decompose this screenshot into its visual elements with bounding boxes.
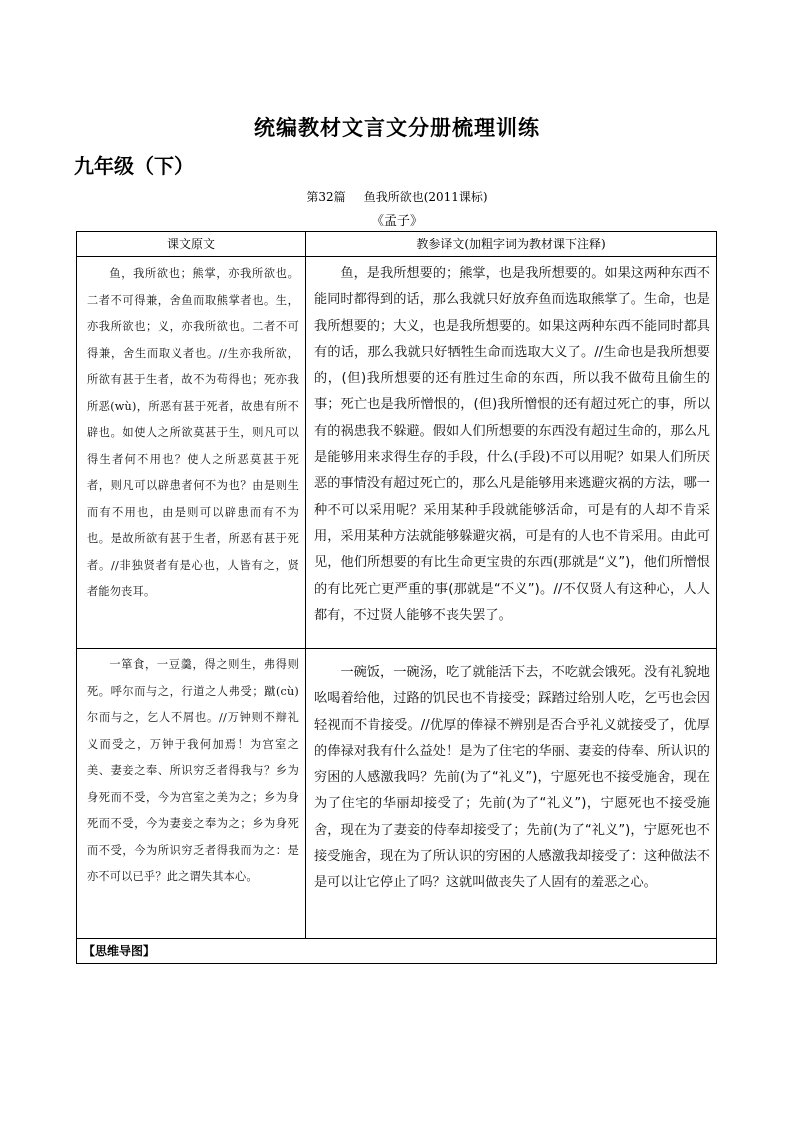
lesson-title: 鱼我所欲也(2011课标) [363, 190, 488, 204]
column-header-original: 课文原文 [166, 237, 215, 251]
mind-map-label: 【思维导图】 [83, 944, 156, 958]
grade-heading: 九年级（下） [74, 154, 194, 178]
column-divider [305, 232, 306, 938]
translation-paragraph-1: 鱼，是我所想要的；熊掌，也是我所想要的。如果这两种东西不能同时都得到的话，那么我就只好放弃鱼而选取熊掌了。生命，也是我所想要的；大义，也是我所想要的。如果这两种东西不能同时都具有的话，那么我就只好牺牲生命而选取大义了。//生命也是我所想要的，(但)我所想要的还有胜过生命的东西，所以我不做苟且偷生的事；死亡也是我所憎恨的，(但)我所憎恨的还有超过死亡的事，所以有的祸患我不躲避。假如人们所想要的东西没有超过生命的，那么凡是能够用来求得生存的手段，什么(手段)不可以用呢？如果人们所厌恶的事情没有超过死亡的，那么凡是能够用来逃避灾祸的方法，哪一种不可以采用呢？采用某种手段就能够活命，可是有的人却不肯采用，采用某种方法就能够躲避灾祸，可是有的人也不肯采用。由此可见，他们所想要的有比生命更宝贵的东西(那就是“义”)，他们所憎恨的有比死亡更严重的事(那就是“不义”)。//不仅贤人有这种心，人人都有，不过贤人能够不丧失罢了。 [314, 266, 710, 623]
original-text-paragraph-1: 鱼，我所欲也；熊掌，亦我所欲也。二者不可得兼，舍鱼而取熊掌者也。生，亦我所欲也；义，亦我所欲也。二者不可得兼，舍生而取义者也。//生亦我所欲，所欲有甚于生者，故不为苟得也；死亦我所恶(wù)，所恶有甚于死者，故患有所不辟也。如使人之所欲莫甚于生，则凡可以得生者何不用也？使人之所恶莫甚于死者，则凡可以辟患者何不为也？由是则生而有不用也，由是则可以辟患而有不为也。是故所欲有甚于生者，所恶有甚于死者。//非独贤者有是心也，人皆有之，贤者能勿丧耳。 [87, 267, 299, 598]
text-table [76, 231, 717, 964]
lesson-number: 第32篇 [306, 190, 346, 204]
lesson-heading [0, 188, 794, 205]
document-title: 统编教材文言文分册梳理训练 [254, 115, 540, 140]
column-header-translation: 教参译文(加粗字词为教材课下注释) [416, 237, 606, 251]
original-text-paragraph-2: 一箪食，一豆羹，得之则生，弗得则死。呼尔而与之，行道之人弗受；蹴(cù)尔而与之，乞人不屑也。//万钟则不辩礼义而受之，万钟于我何加焉！为宫室之美、妻妾之奉、所识穷乏者得我与？乡为身死而不受，今为宫室之美为之；乡为身死而不受，今为妻妾之奉为之；乡为身死而不受，今为所识穷乏者得我而为之：是亦不可以已乎？此之谓失其本心。 [87, 658, 299, 883]
translation-paragraph-2: 一碗饭，一碗汤，吃了就能活下去，不吃就会饿死。没有礼貌地吆喝着给他，过路的饥民也不肯接受；踩踏过给别人吃，乞丐也会因轻视而不肯接受。//优厚的俸禄不辨别是否合乎礼义就接受了，优厚的俸禄对我有什么益处！是为了住宅的华丽、妻妾的侍奉、所认识的穷困的人感激我吗？先前(为了“礼义”)，宁愿死也不接受施舍，现在为了住宅的华丽却接受了；先前(为了“礼义”)，宁愿死也不接受施舍，现在为了妻妾的侍奉却接受了；先前(为了“礼义”)，宁愿死也不接受施舍，现在为了所认识的穷困的人感激我却接受了：这种做法不是可以让它停止了吗？这就叫做丧失了人固有的羞恶之心。 [314, 665, 710, 891]
table-bottom-divider [77, 938, 716, 939]
header-divider [77, 256, 716, 257]
row-divider [77, 648, 716, 649]
author-line: 《孟子》 [370, 214, 423, 229]
